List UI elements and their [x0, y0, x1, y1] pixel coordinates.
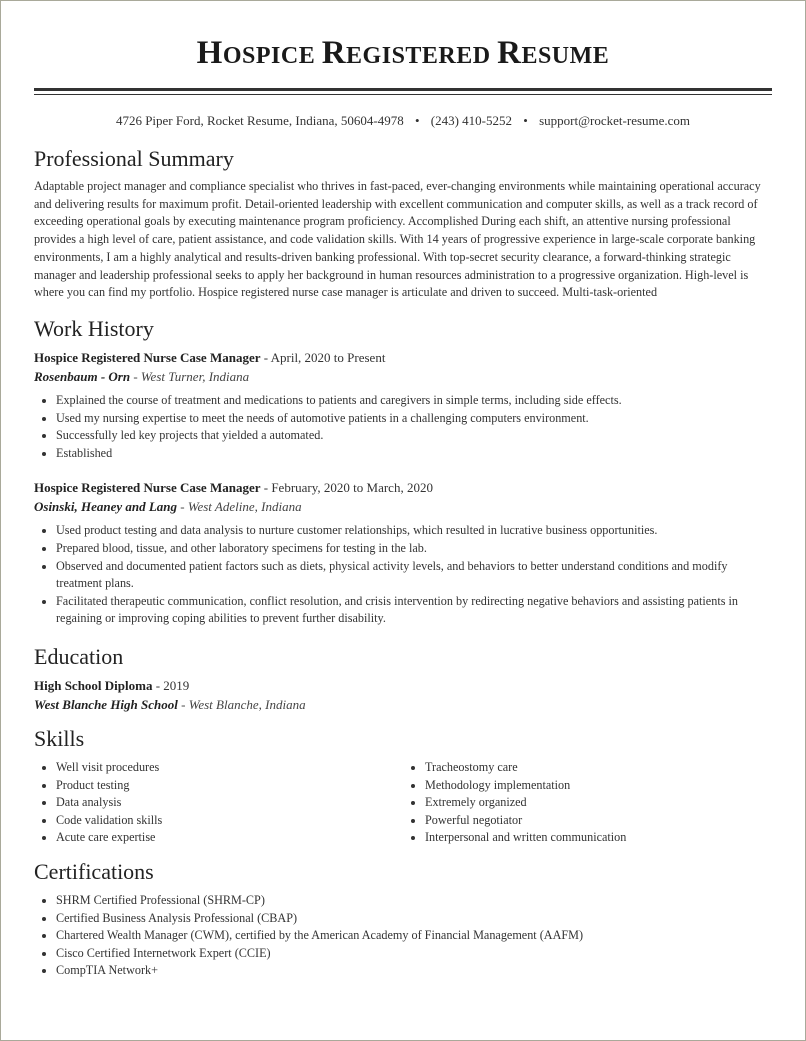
skills-columns — [34, 759, 772, 847]
list-item: Observed and documented patient factors such as diets, physical activity levels, and behaviors to better understand conditions and modify treatment plans. — [56, 558, 772, 593]
list-item: Cisco Certified Internetwork Expert (CCIE) — [56, 945, 772, 963]
list-item: Extremely organized — [425, 794, 772, 812]
job-bullets — [34, 522, 772, 628]
school-line — [34, 695, 772, 714]
list-item: Established — [56, 445, 772, 463]
contact-phone: (243) 410-5252 — [430, 113, 513, 128]
header-divider-thick — [34, 88, 772, 91]
skills-list-left — [34, 759, 403, 847]
list-item: Used product testing and data analysis to nurture customer relationships, which resulted in lucrative business opportunities. — [56, 522, 772, 540]
list-item: Acute care expertise — [56, 829, 403, 847]
list-item: Product testing — [56, 777, 403, 795]
employer-name: Osinski, Heaney and Lang — [34, 499, 178, 515]
summary-text: Adaptable project manager and compliance specialist who thrives in fast-paced, ever-changing environments while maintaining operational accuracy and delivering results for maximum profit. Detail-oriented leadership with excellent communication and computer skills, as well as a track record of exceeding operational goals by executing maintenance program proficiency. Accomplished During each shift, an attentive nursing professional provides a high level of care, patient assistance, and code validation skills. With 14 years of progressive experience in large-scale corporate banking environments, I am a highly analytical and results-driven banking professional. With top-secret security clearance, a forward-thinking strategic manager and leadership professional seeks to apply her background in human resources administration to a progressive organization. High-level is where you can find my portfolio. Hospice registered nurse case manager is articulate and driven to succeed. Multi-task-oriented — [34, 179, 761, 300]
graduation-year: - 2019 — [152, 678, 190, 693]
job-dates: - February, 2020 to March, 2020 — [260, 480, 433, 496]
list-item: SHRM Certified Professional (SHRM-CP) — [56, 892, 772, 910]
employer-location: - West Turner, Indiana — [130, 369, 250, 384]
education-heading: Education — [34, 644, 124, 669]
contact-separator: • — [414, 113, 420, 128]
list-item: Well visit procedures — [56, 759, 403, 777]
summary-heading: Professional Summary — [34, 146, 234, 171]
list-item: Data analysis — [56, 794, 403, 812]
summary-section — [34, 146, 772, 302]
title-word: OSPICE — [222, 43, 316, 69]
list-item: Powerful negotiator — [425, 812, 772, 830]
contact-line — [34, 113, 772, 129]
employer-location: - West Adeline, Indiana — [177, 499, 302, 515]
job-entry — [34, 478, 772, 628]
school-location: - West Blanche, Indiana — [177, 697, 306, 712]
title-word: ESUME — [521, 43, 610, 69]
job-bullets — [34, 392, 772, 462]
job-dates: - April, 2020 to Present — [260, 350, 386, 365]
list-item: Chartered Wealth Manager (CWM), certified by the American Academy of Financial Management (AAFM) — [56, 927, 772, 945]
job-title: Hospice Registered Nurse Case Manager — [34, 350, 261, 365]
list-item: Methodology implementation — [425, 777, 772, 795]
employer-name: Rosenbaum - Orn — [34, 369, 131, 384]
education-entry — [34, 676, 772, 714]
header-divider-thin — [34, 94, 772, 95]
degree: High School Diploma — [34, 678, 153, 693]
employer-line — [34, 497, 772, 516]
resume-title — [34, 34, 772, 75]
education-section — [34, 644, 772, 714]
list-item: Certified Business Analysis Professional (CBAP) — [56, 910, 772, 928]
list-item: Explained the course of treatment and medications to patients and caregivers in simple terms, including side effects. — [56, 392, 772, 410]
skills-section — [34, 726, 772, 847]
contact-email: support@rocket-resume.com — [539, 113, 691, 128]
title-initial: H — [196, 35, 223, 71]
employer-line — [34, 367, 772, 386]
list-item: Used my nursing expertise to meet the needs of automotive patients in a challenging computers environment. — [56, 410, 772, 428]
certifications-section — [34, 859, 772, 980]
contact-separator: • — [523, 113, 528, 128]
job-title-line — [34, 348, 772, 367]
list-item: CompTIA Network+ — [56, 962, 772, 980]
skills-heading: Skills — [34, 726, 85, 751]
work-history-section — [34, 316, 772, 628]
list-item: Successfully led key projects that yielded a automated. — [56, 427, 772, 445]
school-name: West Blanche High School — [34, 697, 178, 712]
list-item: Prepared blood, tissue, and other laboratory specimens for testing in the lab. — [56, 540, 772, 558]
certifications-heading: Certifications — [34, 859, 154, 884]
skills-list-right — [403, 759, 772, 847]
title-initial: R — [497, 35, 522, 71]
list-item: Code validation skills — [56, 812, 403, 830]
title-initial: R — [321, 35, 347, 71]
list-item: Interpersonal and written communication — [425, 829, 772, 847]
title-word: EGISTERED — [346, 43, 491, 69]
degree-line — [34, 676, 772, 695]
job-title-line — [34, 478, 772, 497]
resume-page — [34, 0, 772, 978]
job-entry — [34, 348, 772, 462]
list-item: Facilitated therapeutic communication, conflict resolution, and crisis intervention by redirecting negative behaviors and assisting patients in regaining or improving coping abilities to prevent further disability. — [56, 593, 772, 628]
list-item: Tracheostomy care — [425, 759, 772, 777]
work-history-heading: Work History — [34, 316, 154, 341]
contact-address: 4726 Piper Ford, Rocket Resume, Indiana, 50604-4978 — [115, 113, 404, 128]
certifications-list — [34, 892, 772, 980]
job-title: Hospice Registered Nurse Case Manager — [34, 480, 261, 496]
